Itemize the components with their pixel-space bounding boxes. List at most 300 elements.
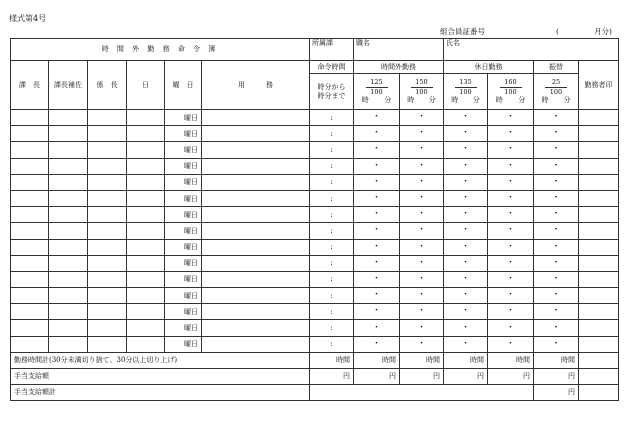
cell-sub25[interactable] <box>534 304 579 320</box>
name-field[interactable]: 氏名 <box>444 39 619 61</box>
header-row-groups <box>11 61 619 74</box>
col-substitute: 振替 <box>534 61 579 74</box>
cell-hw135[interactable] <box>444 207 488 223</box>
cell-ot150[interactable] <box>400 271 444 287</box>
cell-sub25-text: ・ <box>551 338 561 349</box>
cell-hw135-text: ・ <box>460 273 470 284</box>
cell-ot125[interactable] <box>354 223 400 239</box>
cell-hw160[interactable] <box>488 255 534 271</box>
cell-ot125[interactable] <box>354 207 400 223</box>
cell-kacho-hosa[interactable] <box>49 190 88 206</box>
cell-kacho[interactable] <box>11 255 49 271</box>
cell-kacho-hosa[interactable] <box>49 336 88 352</box>
cell-day[interactable] <box>127 271 165 287</box>
cell-hw135-text: ・ <box>460 306 470 317</box>
cell-kakaricho[interactable] <box>88 271 127 287</box>
cell-hw160[interactable] <box>488 190 534 206</box>
cell-hw135[interactable] <box>444 304 488 320</box>
cell-sub25[interactable] <box>534 255 579 271</box>
cell-ot125-text: ・ <box>371 273 381 284</box>
total-hours-sub25[interactable]: 時間 <box>534 352 579 368</box>
cell-business[interactable] <box>202 110 310 126</box>
cell-hw160-text: ・ <box>505 112 515 123</box>
col-kakaricho: 係 長 <box>88 61 127 110</box>
cell-kacho-hosa[interactable] <box>49 239 88 255</box>
cell-day[interactable] <box>127 288 165 304</box>
cell-ot150-text: ・ <box>416 209 426 220</box>
cell-weekday[interactable] <box>165 239 202 255</box>
form-number-label: 様式第4号 <box>9 14 47 23</box>
cell-kacho[interactable] <box>11 304 49 320</box>
cell-business[interactable] <box>202 255 310 271</box>
cell-hw160-text: ・ <box>505 128 515 139</box>
cell-hw135[interactable] <box>444 174 488 190</box>
cell-ot150[interactable] <box>400 304 444 320</box>
cell-sub25-text: ・ <box>551 290 561 301</box>
cell-kacho-hosa[interactable] <box>49 142 88 158</box>
cell-day[interactable] <box>127 126 165 142</box>
cell-order-time-text: : <box>330 194 333 203</box>
cell-day[interactable] <box>127 207 165 223</box>
cell-ot150[interactable] <box>400 239 444 255</box>
cell-ot150[interactable] <box>400 320 444 336</box>
cell-ot150-text: ・ <box>416 338 426 349</box>
table-row <box>11 255 619 271</box>
cell-hw160-text: ・ <box>505 193 515 204</box>
pay-row <box>11 368 619 384</box>
cell-hw160[interactable] <box>488 336 534 352</box>
cell-kakaricho[interactable] <box>88 142 127 158</box>
cell-business[interactable] <box>202 190 310 206</box>
cell-ot150-text: ・ <box>416 144 426 155</box>
table-row <box>11 304 619 320</box>
cell-hw135[interactable] <box>444 239 488 255</box>
cell-weekday[interactable] <box>165 336 202 352</box>
cell-weekday[interactable] <box>165 142 202 158</box>
table-row <box>11 190 619 206</box>
cell-day[interactable] <box>127 142 165 158</box>
cell-hw135[interactable] <box>444 320 488 336</box>
cell-sub25[interactable] <box>534 336 579 352</box>
cell-kacho-hosa[interactable] <box>49 207 88 223</box>
cell-seal[interactable] <box>579 158 619 174</box>
cell-weekday[interactable] <box>165 126 202 142</box>
cell-ot125-text: ・ <box>371 241 381 252</box>
cell-kacho-hosa[interactable] <box>49 174 88 190</box>
month-paren-open: ( <box>556 27 559 36</box>
total-hours-order[interactable]: 時間 <box>310 352 354 368</box>
cell-weekday[interactable] <box>165 190 202 206</box>
cell-order-time[interactable] <box>310 207 354 223</box>
cell-hw160-text: ・ <box>505 144 515 155</box>
cell-day[interactable] <box>127 110 165 126</box>
cell-ot125[interactable] <box>354 271 400 287</box>
rate-substitute-25: 25 100 時 分 <box>534 74 579 110</box>
cell-ot125-text: ・ <box>371 193 381 204</box>
cell-kacho[interactable] <box>11 126 49 142</box>
cell-kacho-hosa[interactable] <box>49 223 88 239</box>
cell-sub25[interactable] <box>534 320 579 336</box>
cell-weekday-text: 曜日 <box>184 275 198 284</box>
cell-sub25[interactable] <box>534 271 579 287</box>
cell-sub25-text: ・ <box>551 193 561 204</box>
cell-business[interactable] <box>202 336 310 352</box>
cell-kacho[interactable] <box>11 223 49 239</box>
cell-seal[interactable] <box>579 320 619 336</box>
cell-seal[interactable] <box>579 190 619 206</box>
total-hours-ot125[interactable]: 時間 <box>354 352 400 368</box>
cell-day[interactable] <box>127 158 165 174</box>
pay-seal[interactable] <box>579 368 619 384</box>
cell-business[interactable] <box>202 207 310 223</box>
cell-ot150[interactable] <box>400 336 444 352</box>
member-number-label: 組合員証番号 <box>440 27 485 36</box>
cell-weekday[interactable] <box>165 158 202 174</box>
cell-kakaricho[interactable] <box>88 320 127 336</box>
cell-ot150-text: ・ <box>416 322 426 333</box>
cell-seal[interactable] <box>579 207 619 223</box>
pay-total-blank <box>310 384 534 400</box>
cell-ot150-text: ・ <box>416 273 426 284</box>
cell-hw160-text: ・ <box>505 241 515 252</box>
cell-sub25[interactable] <box>534 142 579 158</box>
cell-sub25[interactable] <box>534 223 579 239</box>
cell-weekday[interactable] <box>165 174 202 190</box>
cell-ot125[interactable] <box>354 320 400 336</box>
cell-kakaricho[interactable] <box>88 190 127 206</box>
cell-kakaricho[interactable] <box>88 207 127 223</box>
cell-kakaricho[interactable] <box>88 174 127 190</box>
cell-hw135[interactable] <box>444 158 488 174</box>
cell-kacho[interactable] <box>11 158 49 174</box>
cell-weekday[interactable] <box>165 110 202 126</box>
cell-sub25-text: ・ <box>551 322 561 333</box>
cell-kacho-hosa[interactable] <box>49 255 88 271</box>
cell-hw135[interactable] <box>444 255 488 271</box>
cell-sub25-text: ・ <box>551 225 561 236</box>
cell-ot125[interactable] <box>354 142 400 158</box>
cell-hw160-text: ・ <box>505 322 515 333</box>
cell-order-time-text: : <box>330 291 333 300</box>
cell-ot125-text: ・ <box>371 128 381 139</box>
cell-kacho[interactable] <box>11 207 49 223</box>
cell-weekday-text: 曜日 <box>184 162 198 171</box>
cell-order-time-text: : <box>330 340 333 349</box>
pay-ot150[interactable]: 円 <box>400 368 444 384</box>
cell-weekday[interactable] <box>165 288 202 304</box>
cell-day[interactable] <box>127 255 165 271</box>
cell-weekday-text: 曜日 <box>184 194 198 203</box>
cell-kacho[interactable] <box>11 174 49 190</box>
cell-hw160-text: ・ <box>505 176 515 187</box>
cell-kakaricho[interactable] <box>88 304 127 320</box>
table-row <box>11 158 619 174</box>
cell-sub25[interactable] <box>534 190 579 206</box>
cell-ot125[interactable] <box>354 126 400 142</box>
cell-hw135[interactable] <box>444 190 488 206</box>
cell-order-time[interactable] <box>310 304 354 320</box>
cell-weekday-text: 曜日 <box>184 178 198 187</box>
cell-business[interactable] <box>202 142 310 158</box>
cell-hw135[interactable] <box>444 288 488 304</box>
cell-kacho-hosa[interactable] <box>49 126 88 142</box>
cell-hw135-text: ・ <box>460 225 470 236</box>
cell-seal[interactable] <box>579 142 619 158</box>
cell-business[interactable] <box>202 288 310 304</box>
cell-ot125[interactable] <box>354 239 400 255</box>
cell-day[interactable] <box>127 320 165 336</box>
cell-kakaricho[interactable] <box>88 223 127 239</box>
cell-ot150-text: ・ <box>416 160 426 171</box>
cell-day[interactable] <box>127 304 165 320</box>
cell-sub25-text: ・ <box>551 128 561 139</box>
cell-ot125[interactable] <box>354 304 400 320</box>
cell-day[interactable] <box>127 336 165 352</box>
overtime-order-table <box>10 38 619 401</box>
cell-ot150-text: ・ <box>416 306 426 317</box>
cell-hw160[interactable] <box>488 239 534 255</box>
cell-hw160[interactable] <box>488 110 534 126</box>
cell-hw135-text: ・ <box>460 338 470 349</box>
cell-hw135[interactable] <box>444 223 488 239</box>
cell-ot150[interactable] <box>400 174 444 190</box>
table-row <box>11 288 619 304</box>
cell-weekday-text: 曜日 <box>184 210 198 219</box>
cell-seal[interactable] <box>579 174 619 190</box>
cell-business[interactable] <box>202 304 310 320</box>
cell-weekday[interactable] <box>165 304 202 320</box>
col-kacho: 課 長 <box>11 61 49 110</box>
cell-ot125[interactable] <box>354 158 400 174</box>
month-field[interactable] <box>556 28 612 36</box>
cell-business[interactable] <box>202 271 310 287</box>
cell-kakaricho[interactable] <box>88 239 127 255</box>
cell-sub25-text: ・ <box>551 273 561 284</box>
cell-kacho[interactable] <box>11 142 49 158</box>
cell-hw160[interactable] <box>488 174 534 190</box>
cell-ot125[interactable] <box>354 110 400 126</box>
cell-ot150[interactable] <box>400 223 444 239</box>
cell-hw135[interactable] <box>444 142 488 158</box>
cell-hw160[interactable] <box>488 320 534 336</box>
cell-sub25[interactable] <box>534 288 579 304</box>
cell-kakaricho[interactable] <box>88 288 127 304</box>
cell-kakaricho[interactable] <box>88 126 127 142</box>
cell-hw160[interactable] <box>488 126 534 142</box>
cell-business[interactable] <box>202 223 310 239</box>
cell-sub25[interactable] <box>534 207 579 223</box>
cell-kakaricho[interactable] <box>88 255 127 271</box>
cell-kacho[interactable] <box>11 190 49 206</box>
cell-business[interactable] <box>202 174 310 190</box>
cell-kacho[interactable] <box>11 288 49 304</box>
pay-ot125[interactable]: 円 <box>354 368 400 384</box>
cell-ot150[interactable] <box>400 110 444 126</box>
cell-order-time-text: : <box>330 145 333 154</box>
cell-hw135-text: ・ <box>460 209 470 220</box>
cell-order-time[interactable] <box>310 288 354 304</box>
pay-hw135[interactable]: 円 <box>444 368 488 384</box>
cell-hw135-text: ・ <box>460 257 470 268</box>
cell-ot150[interactable] <box>400 126 444 142</box>
cell-day[interactable] <box>127 239 165 255</box>
cell-hw135-text: ・ <box>460 241 470 252</box>
cell-weekday[interactable] <box>165 320 202 336</box>
cell-kacho[interactable] <box>11 271 49 287</box>
cell-order-time-text: : <box>330 113 333 122</box>
cell-seal[interactable] <box>579 126 619 142</box>
cell-order-time[interactable] <box>310 239 354 255</box>
cell-order-time[interactable] <box>310 158 354 174</box>
cell-hw160[interactable] <box>488 223 534 239</box>
cell-day[interactable] <box>127 190 165 206</box>
cell-sub25-text: ・ <box>551 112 561 123</box>
cell-ot150-text: ・ <box>416 225 426 236</box>
cell-seal[interactable] <box>579 304 619 320</box>
total-hours-seal[interactable] <box>579 352 619 368</box>
cell-ot150-text: ・ <box>416 241 426 252</box>
cell-hw160[interactable] <box>488 142 534 158</box>
cell-ot125[interactable] <box>354 336 400 352</box>
col-holiday-work: 休日勤務 <box>444 61 534 74</box>
cell-weekday[interactable] <box>165 223 202 239</box>
cell-ot150[interactable] <box>400 142 444 158</box>
cell-sub25-text: ・ <box>551 176 561 187</box>
cell-business[interactable] <box>202 126 310 142</box>
cell-kacho-hosa[interactable] <box>49 288 88 304</box>
cell-ot125[interactable] <box>354 255 400 271</box>
total-hours-hw160[interactable]: 時間 <box>488 352 534 368</box>
cell-weekday[interactable] <box>165 255 202 271</box>
cell-weekday-text: 曜日 <box>184 226 198 235</box>
total-hours-hw135[interactable]: 時間 <box>444 352 488 368</box>
cell-business[interactable] <box>202 239 310 255</box>
cell-order-time[interactable] <box>310 223 354 239</box>
cell-order-time[interactable] <box>310 110 354 126</box>
cell-order-time[interactable] <box>310 320 354 336</box>
cell-ot150[interactable] <box>400 255 444 271</box>
cell-sub25[interactable] <box>534 158 579 174</box>
cell-weekday-text: 曜日 <box>184 113 198 122</box>
cell-kacho[interactable] <box>11 320 49 336</box>
cell-kacho-hosa[interactable] <box>49 158 88 174</box>
cell-kacho[interactable] <box>11 110 49 126</box>
pay-total-seal[interactable] <box>579 384 619 400</box>
cell-business[interactable] <box>202 320 310 336</box>
cell-kakaricho[interactable] <box>88 110 127 126</box>
table-row <box>11 239 619 255</box>
cell-sub25[interactable] <box>534 174 579 190</box>
cell-kacho-hosa[interactable] <box>49 110 88 126</box>
cell-ot125[interactable] <box>354 288 400 304</box>
pay-sub25[interactable]: 円 <box>534 368 579 384</box>
cell-seal[interactable] <box>579 110 619 126</box>
table-row <box>11 336 619 352</box>
cell-ot150[interactable] <box>400 158 444 174</box>
col-order-time: 命令時間 <box>310 61 354 74</box>
cell-ot125[interactable] <box>354 174 400 190</box>
cell-sub25[interactable] <box>534 110 579 126</box>
cell-ot150-text: ・ <box>416 176 426 187</box>
cell-sub25[interactable] <box>534 126 579 142</box>
cell-hw135-text: ・ <box>460 322 470 333</box>
cell-hw160[interactable] <box>488 207 534 223</box>
cell-seal[interactable] <box>579 239 619 255</box>
cell-hw160-text: ・ <box>505 160 515 171</box>
cell-hw135[interactable] <box>444 126 488 142</box>
cell-ot150[interactable] <box>400 190 444 206</box>
cell-hw135[interactable] <box>444 336 488 352</box>
cell-order-time-text: : <box>330 226 333 235</box>
cell-kacho-hosa[interactable] <box>49 271 88 287</box>
cell-hw160[interactable] <box>488 288 534 304</box>
cell-day[interactable] <box>127 174 165 190</box>
cell-hw160[interactable] <box>488 158 534 174</box>
cell-order-time[interactable] <box>310 174 354 190</box>
cell-order-time[interactable] <box>310 255 354 271</box>
table-row <box>11 126 619 142</box>
cell-sub25[interactable] <box>534 239 579 255</box>
table-row <box>11 142 619 158</box>
pay-hw160[interactable]: 円 <box>488 368 534 384</box>
cell-ot150[interactable] <box>400 207 444 223</box>
cell-hw135-text: ・ <box>460 128 470 139</box>
cell-day[interactable] <box>127 223 165 239</box>
cell-weekday[interactable] <box>165 207 202 223</box>
cell-hw135[interactable] <box>444 271 488 287</box>
pay-total-value[interactable]: 円 <box>534 384 579 400</box>
cell-order-time[interactable] <box>310 142 354 158</box>
cell-order-time[interactable] <box>310 126 354 142</box>
cell-seal[interactable] <box>579 223 619 239</box>
cell-weekday-text: 曜日 <box>184 291 198 300</box>
dept-field[interactable]: 所属課 <box>310 39 354 61</box>
rate-overtime-125: 125 100 時 分 <box>354 74 400 110</box>
cell-sub25-text: ・ <box>551 144 561 155</box>
cell-seal[interactable] <box>579 255 619 271</box>
cell-order-time[interactable] <box>310 271 354 287</box>
cell-kacho-hosa[interactable] <box>49 304 88 320</box>
position-field[interactable]: 職名 <box>354 39 444 61</box>
cell-ot125-text: ・ <box>371 290 381 301</box>
cell-hw135[interactable] <box>444 110 488 126</box>
total-hours-ot150[interactable]: 時間 <box>400 352 444 368</box>
cell-ot150[interactable] <box>400 288 444 304</box>
order-time-range: 時分から 時分まで <box>310 74 354 110</box>
cell-hw160-text: ・ <box>505 290 515 301</box>
cell-ot125[interactable] <box>354 190 400 206</box>
cell-kakaricho[interactable] <box>88 336 127 352</box>
month-paren-close: 月分) <box>594 27 612 36</box>
cell-seal[interactable] <box>579 271 619 287</box>
cell-weekday-text: 曜日 <box>184 324 198 332</box>
cell-hw160[interactable] <box>488 271 534 287</box>
cell-seal[interactable] <box>579 336 619 352</box>
cell-order-time[interactable] <box>310 336 354 352</box>
cell-seal[interactable] <box>579 288 619 304</box>
cell-kacho[interactable] <box>11 239 49 255</box>
cell-weekday[interactable] <box>165 271 202 287</box>
cell-order-time-text: : <box>330 178 333 187</box>
cell-kacho[interactable] <box>11 336 49 352</box>
cell-kakaricho[interactable] <box>88 158 127 174</box>
col-day: 日 <box>127 61 165 110</box>
cell-kacho-hosa[interactable] <box>49 320 88 336</box>
cell-order-time[interactable] <box>310 190 354 206</box>
cell-hw160[interactable] <box>488 304 534 320</box>
cell-business[interactable] <box>202 158 310 174</box>
pay-order[interactable]: 円 <box>310 368 354 384</box>
